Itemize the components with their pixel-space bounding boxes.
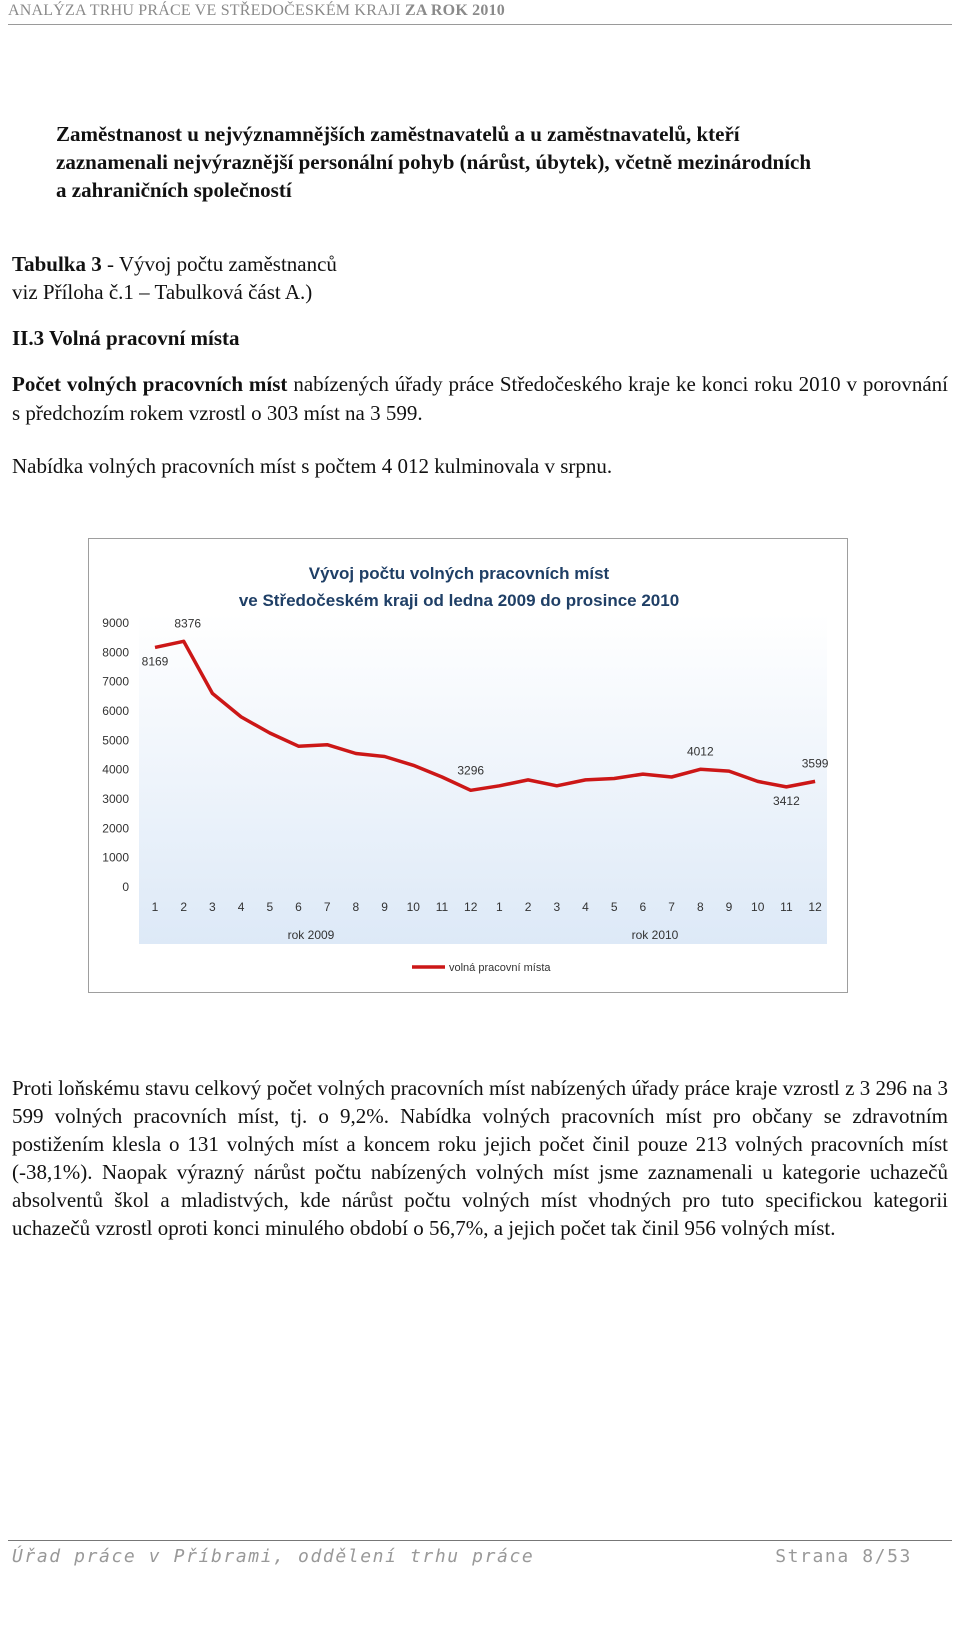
subsection-heading: II.3 Volná pracovní místa (12, 326, 240, 350)
x-tick-label: 10 (406, 900, 420, 914)
year-group-2010: rok 2010 (631, 928, 679, 942)
x-tick-label: 3 (553, 900, 561, 914)
x-tick-label: 8 (696, 900, 704, 914)
y-tick-label: 5000 (102, 733, 129, 748)
x-tick-label: 9 (725, 900, 733, 914)
y-tick-label: 7000 (102, 674, 129, 689)
section-number (12, 120, 56, 148)
running-header-year: ZA ROK 2010 (404, 2, 505, 19)
data-label: 4012 (686, 744, 714, 759)
y-tick-label: 9000 (102, 616, 129, 630)
year-group-2009: rok 2009 (287, 928, 335, 942)
data-label: 3599 (801, 756, 829, 771)
x-tick-label: 11 (435, 900, 449, 914)
paragraph-body: nabízených úřady práce Středočeského kraje ke konci roku 2010 v porovnání s předchozím rokem vzrostl o 303 míst na 3 599. (12, 372, 948, 425)
x-tick-label: 10 (751, 900, 765, 914)
x-tick-label: 12 (464, 900, 478, 914)
running-header-text: ANALÝZA TRHU PRÁCE VE STŘEDOČESKÉM KRAJI (8, 2, 405, 19)
chart-title-line-2: ve Středočeském kraji od ledna 2009 do prosince 2010 (238, 591, 680, 610)
footer-page-number: Strana 8/53 (775, 1546, 912, 1567)
paragraph-vacancies (12, 370, 948, 428)
table-reference (12, 250, 337, 306)
running-header (8, 2, 505, 20)
data-label: 8376 (174, 616, 202, 631)
x-tick-label: 1 (496, 900, 503, 914)
x-tick-label: 5 (610, 900, 618, 914)
section-heading (12, 120, 947, 204)
data-label: 3296 (457, 763, 485, 778)
y-tick-label: 1000 (102, 850, 129, 865)
y-tick-label: 4000 (102, 762, 129, 777)
x-tick-label: 2 (524, 900, 532, 914)
chart-svg (89, 539, 847, 992)
footer-office: Úřad práce v Příbrami, oddělení trhu práce (12, 1546, 535, 1567)
x-tick-label: 6 (295, 900, 302, 914)
table-title: - Vývoj počtu zaměstnanců (101, 252, 337, 276)
y-tick-label: 0 (122, 880, 129, 894)
data-label: 3412 (773, 793, 800, 808)
x-tick-label: 6 (639, 900, 647, 914)
section-title-line-3: a zahraničních společností (56, 178, 292, 202)
x-tick-label: 1 (151, 900, 159, 914)
y-tick-label: 8000 (102, 645, 129, 660)
y-tick-label: 6000 (102, 704, 129, 718)
table-label: Tabulka 3 (12, 252, 102, 276)
y-axis-ticks (102, 616, 129, 894)
section-title-line-2: zaznamenali nejvýraznější personální pohyb (nárůst, úbytek), včetně mezinárodních (56, 150, 812, 174)
x-tick-label: 4 (582, 900, 589, 914)
x-tick-label: 2 (180, 900, 188, 914)
paragraph-peak: Nabídka volných pracovních míst s počtem 4 012 kulminovala v srpnu. (12, 454, 613, 478)
paragraph-lead: Počet volných pracovních míst (12, 372, 288, 396)
x-tick-label: 3 (209, 900, 216, 914)
x-tick-label: 8 (352, 900, 360, 914)
x-tick-label: 11 (780, 900, 793, 914)
x-tick-label: 7 (668, 900, 675, 914)
table-note: viz Příloha č.1 – Tabulková část A.) (12, 280, 313, 304)
plot-area (139, 614, 827, 944)
chart-title-line-1: Vývoj počtu volných pracovních míst (308, 564, 610, 583)
y-tick-label: 3000 (102, 792, 129, 806)
data-label: 8169 (141, 654, 169, 669)
x-tick-label: 4 (237, 900, 245, 914)
x-tick-label: 5 (266, 900, 274, 914)
x-tick-label: 7 (323, 900, 331, 914)
legend-label: volná pracovní místa (449, 962, 551, 974)
paragraph-comparison: Proti loňskému stavu celkový počet volných pracovních míst nabízených úřady práce kraje vzrostl z 3 296 na 3 599 volných pracovních míst, tj. o 9,2%. Nabídka volných pracovních míst pro občany se zdravotním postižením klesla o 131 volných míst a koncem roku jejich počet činil pouze 213 volných pracovních míst (-38,1%). Naopak výrazný nárůst počtu nabízených volných míst jsme zaznamenali u kategorie uchazečů absolventů škol a mladistvých, kde nárůst počtu volných míst vhodných pro tuto specifickou kategorii uchazečů vzrostl oproti konci minulého období o 56,7%, a jejich počet tak činil 956 volných míst. (12, 1076, 948, 1240)
x-tick-label: 9 (381, 900, 388, 914)
footer-rule (8, 1540, 952, 1541)
y-tick-label: 2000 (102, 821, 129, 836)
vacancy-chart (88, 538, 848, 993)
header-rule (8, 24, 952, 25)
section-title-line-1: Zaměstnanost u nejvýznamnějších zaměstnavatelů a u zaměstnavatelů, kteří (56, 122, 740, 146)
x-tick-label: 12 (808, 900, 822, 914)
